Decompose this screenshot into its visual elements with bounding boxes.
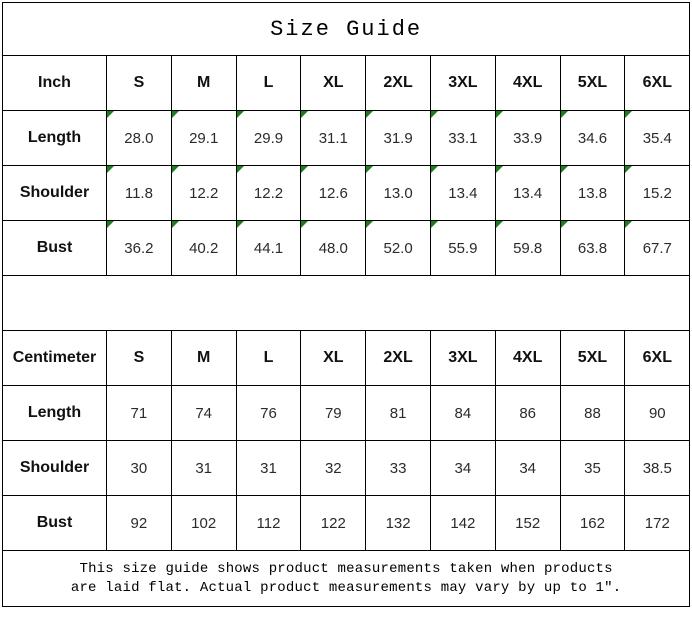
cell-flag-triangle-icon [561, 166, 568, 173]
measurement-cell: 33.9 [495, 111, 560, 166]
measurement-cell: 33.1 [430, 111, 495, 166]
measurement-row [3, 166, 690, 221]
row-label: Bust [3, 496, 107, 551]
cell-flag-triangle-icon [366, 221, 373, 228]
measurement-cell: 152 [495, 496, 560, 551]
cell-flag-triangle-icon [496, 221, 503, 228]
measurement-cell: 35 [560, 441, 625, 496]
measurement-cell: 30 [107, 441, 172, 496]
row-label: Bust [3, 221, 107, 276]
measurement-cell: 84 [430, 386, 495, 441]
cell-flag-triangle-icon [107, 166, 114, 173]
measurement-row [3, 496, 690, 551]
cell-flag-triangle-icon [431, 166, 438, 173]
size-column-header: 3XL [430, 56, 495, 111]
spacer-row [3, 276, 690, 331]
cell-flag-triangle-icon [107, 221, 114, 228]
footer-note [3, 551, 690, 607]
cell-flag-triangle-icon [107, 111, 114, 118]
cell-flag-triangle-icon [172, 221, 179, 228]
measurement-cell: 112 [236, 496, 301, 551]
cell-flag-triangle-icon [431, 111, 438, 118]
measurement-cell: 34 [495, 441, 560, 496]
measurement-cell: 35.4 [625, 111, 690, 166]
cell-flag-triangle-icon [625, 221, 632, 228]
row-label: Shoulder [3, 166, 107, 221]
measurement-cell: 28.0 [107, 111, 172, 166]
size-column-header: L [236, 331, 301, 386]
row-label: Length [3, 111, 107, 166]
measurement-cell: 40.2 [171, 221, 236, 276]
size-header-row [3, 331, 690, 386]
measurement-cell: 29.1 [171, 111, 236, 166]
measurement-cell: 122 [301, 496, 366, 551]
size-column-header: 5XL [560, 331, 625, 386]
measurement-cell: 88 [560, 386, 625, 441]
measurement-cell: 13.4 [430, 166, 495, 221]
spacer-cell [3, 276, 690, 331]
measurement-cell: 33 [366, 441, 431, 496]
row-label: Length [3, 386, 107, 441]
measurement-cell: 59.8 [495, 221, 560, 276]
measurement-cell: 55.9 [430, 221, 495, 276]
cell-flag-triangle-icon [496, 166, 503, 173]
measurement-cell: 29.9 [236, 111, 301, 166]
measurement-cell: 31.9 [366, 111, 431, 166]
measurement-cell: 34.6 [560, 111, 625, 166]
measurement-cell: 67.7 [625, 221, 690, 276]
cell-flag-triangle-icon [625, 111, 632, 118]
size-column-header: S [107, 331, 172, 386]
size-column-header: 2XL [366, 331, 431, 386]
measurement-cell: 48.0 [301, 221, 366, 276]
measurement-row [3, 386, 690, 441]
size-column-header: XL [301, 331, 366, 386]
measurement-cell: 172 [625, 496, 690, 551]
centimeter-table-body [3, 331, 690, 551]
measurement-cell: 11.8 [107, 166, 172, 221]
measurement-cell: 76 [236, 386, 301, 441]
measurement-cell: 32 [301, 441, 366, 496]
measurement-cell: 38.5 [625, 441, 690, 496]
measurement-cell: 34 [430, 441, 495, 496]
measurement-row [3, 111, 690, 166]
cell-flag-triangle-icon [301, 166, 308, 173]
unit-label: Inch [3, 56, 107, 111]
size-header-row [3, 56, 690, 111]
measurement-cell: 13.4 [495, 166, 560, 221]
measurement-cell: 15.2 [625, 166, 690, 221]
measurement-cell: 71 [107, 386, 172, 441]
row-label: Shoulder [3, 441, 107, 496]
measurement-cell: 142 [430, 496, 495, 551]
cell-flag-triangle-icon [237, 166, 244, 173]
measurement-cell: 12.6 [301, 166, 366, 221]
measurement-cell: 12.2 [171, 166, 236, 221]
cell-flag-triangle-icon [366, 111, 373, 118]
measurement-row [3, 221, 690, 276]
size-column-header: 4XL [495, 56, 560, 111]
footer-row [3, 551, 690, 607]
measurement-cell: 13.0 [366, 166, 431, 221]
size-column-header: 5XL [560, 56, 625, 111]
cell-flag-triangle-icon [237, 221, 244, 228]
cell-flag-triangle-icon [237, 111, 244, 118]
measurement-cell: 90 [625, 386, 690, 441]
measurement-cell: 44.1 [236, 221, 301, 276]
size-column-header: XL [301, 56, 366, 111]
measurement-cell: 86 [495, 386, 560, 441]
measurement-cell: 31.1 [301, 111, 366, 166]
title-row [3, 3, 690, 56]
cell-flag-triangle-icon [301, 221, 308, 228]
measurement-cell: 102 [171, 496, 236, 551]
cell-flag-triangle-icon [172, 111, 179, 118]
footer-line-2: are laid flat. Actual product measurements may vary by up to 1″. [70, 579, 622, 596]
measurement-cell: 81 [366, 386, 431, 441]
cell-flag-triangle-icon [366, 166, 373, 173]
title-section [3, 3, 690, 56]
footer-section [3, 551, 690, 607]
measurement-cell: 132 [366, 496, 431, 551]
measurement-cell: 36.2 [107, 221, 172, 276]
size-column-header: 3XL [430, 331, 495, 386]
page-title: Size Guide [3, 3, 690, 56]
measurement-cell: 31 [171, 441, 236, 496]
measurement-cell: 92 [107, 496, 172, 551]
size-column-header: 2XL [366, 56, 431, 111]
size-guide-table [2, 2, 690, 607]
size-column-header: M [171, 331, 236, 386]
cell-flag-triangle-icon [431, 221, 438, 228]
measurement-cell: 74 [171, 386, 236, 441]
size-column-header: L [236, 56, 301, 111]
measurement-cell: 31 [236, 441, 301, 496]
unit-label: Centimeter [3, 331, 107, 386]
measurement-cell: 162 [560, 496, 625, 551]
cell-flag-triangle-icon [625, 166, 632, 173]
inch-table-body [3, 56, 690, 276]
measurement-cell: 79 [301, 386, 366, 441]
size-column-header: S [107, 56, 172, 111]
cell-flag-triangle-icon [301, 111, 308, 118]
cell-flag-triangle-icon [561, 221, 568, 228]
cell-flag-triangle-icon [172, 166, 179, 173]
measurement-cell: 63.8 [560, 221, 625, 276]
size-column-header: M [171, 56, 236, 111]
size-column-header: 4XL [495, 331, 560, 386]
size-column-header: 6XL [625, 331, 690, 386]
cell-flag-triangle-icon [496, 111, 503, 118]
gap-section [3, 276, 690, 331]
measurement-cell: 13.8 [560, 166, 625, 221]
measurement-cell: 12.2 [236, 166, 301, 221]
footer-line-1: This size guide shows product measurements taken when products [79, 560, 613, 577]
measurement-row [3, 441, 690, 496]
cell-flag-triangle-icon [561, 111, 568, 118]
size-column-header: 6XL [625, 56, 690, 111]
measurement-cell: 52.0 [366, 221, 431, 276]
